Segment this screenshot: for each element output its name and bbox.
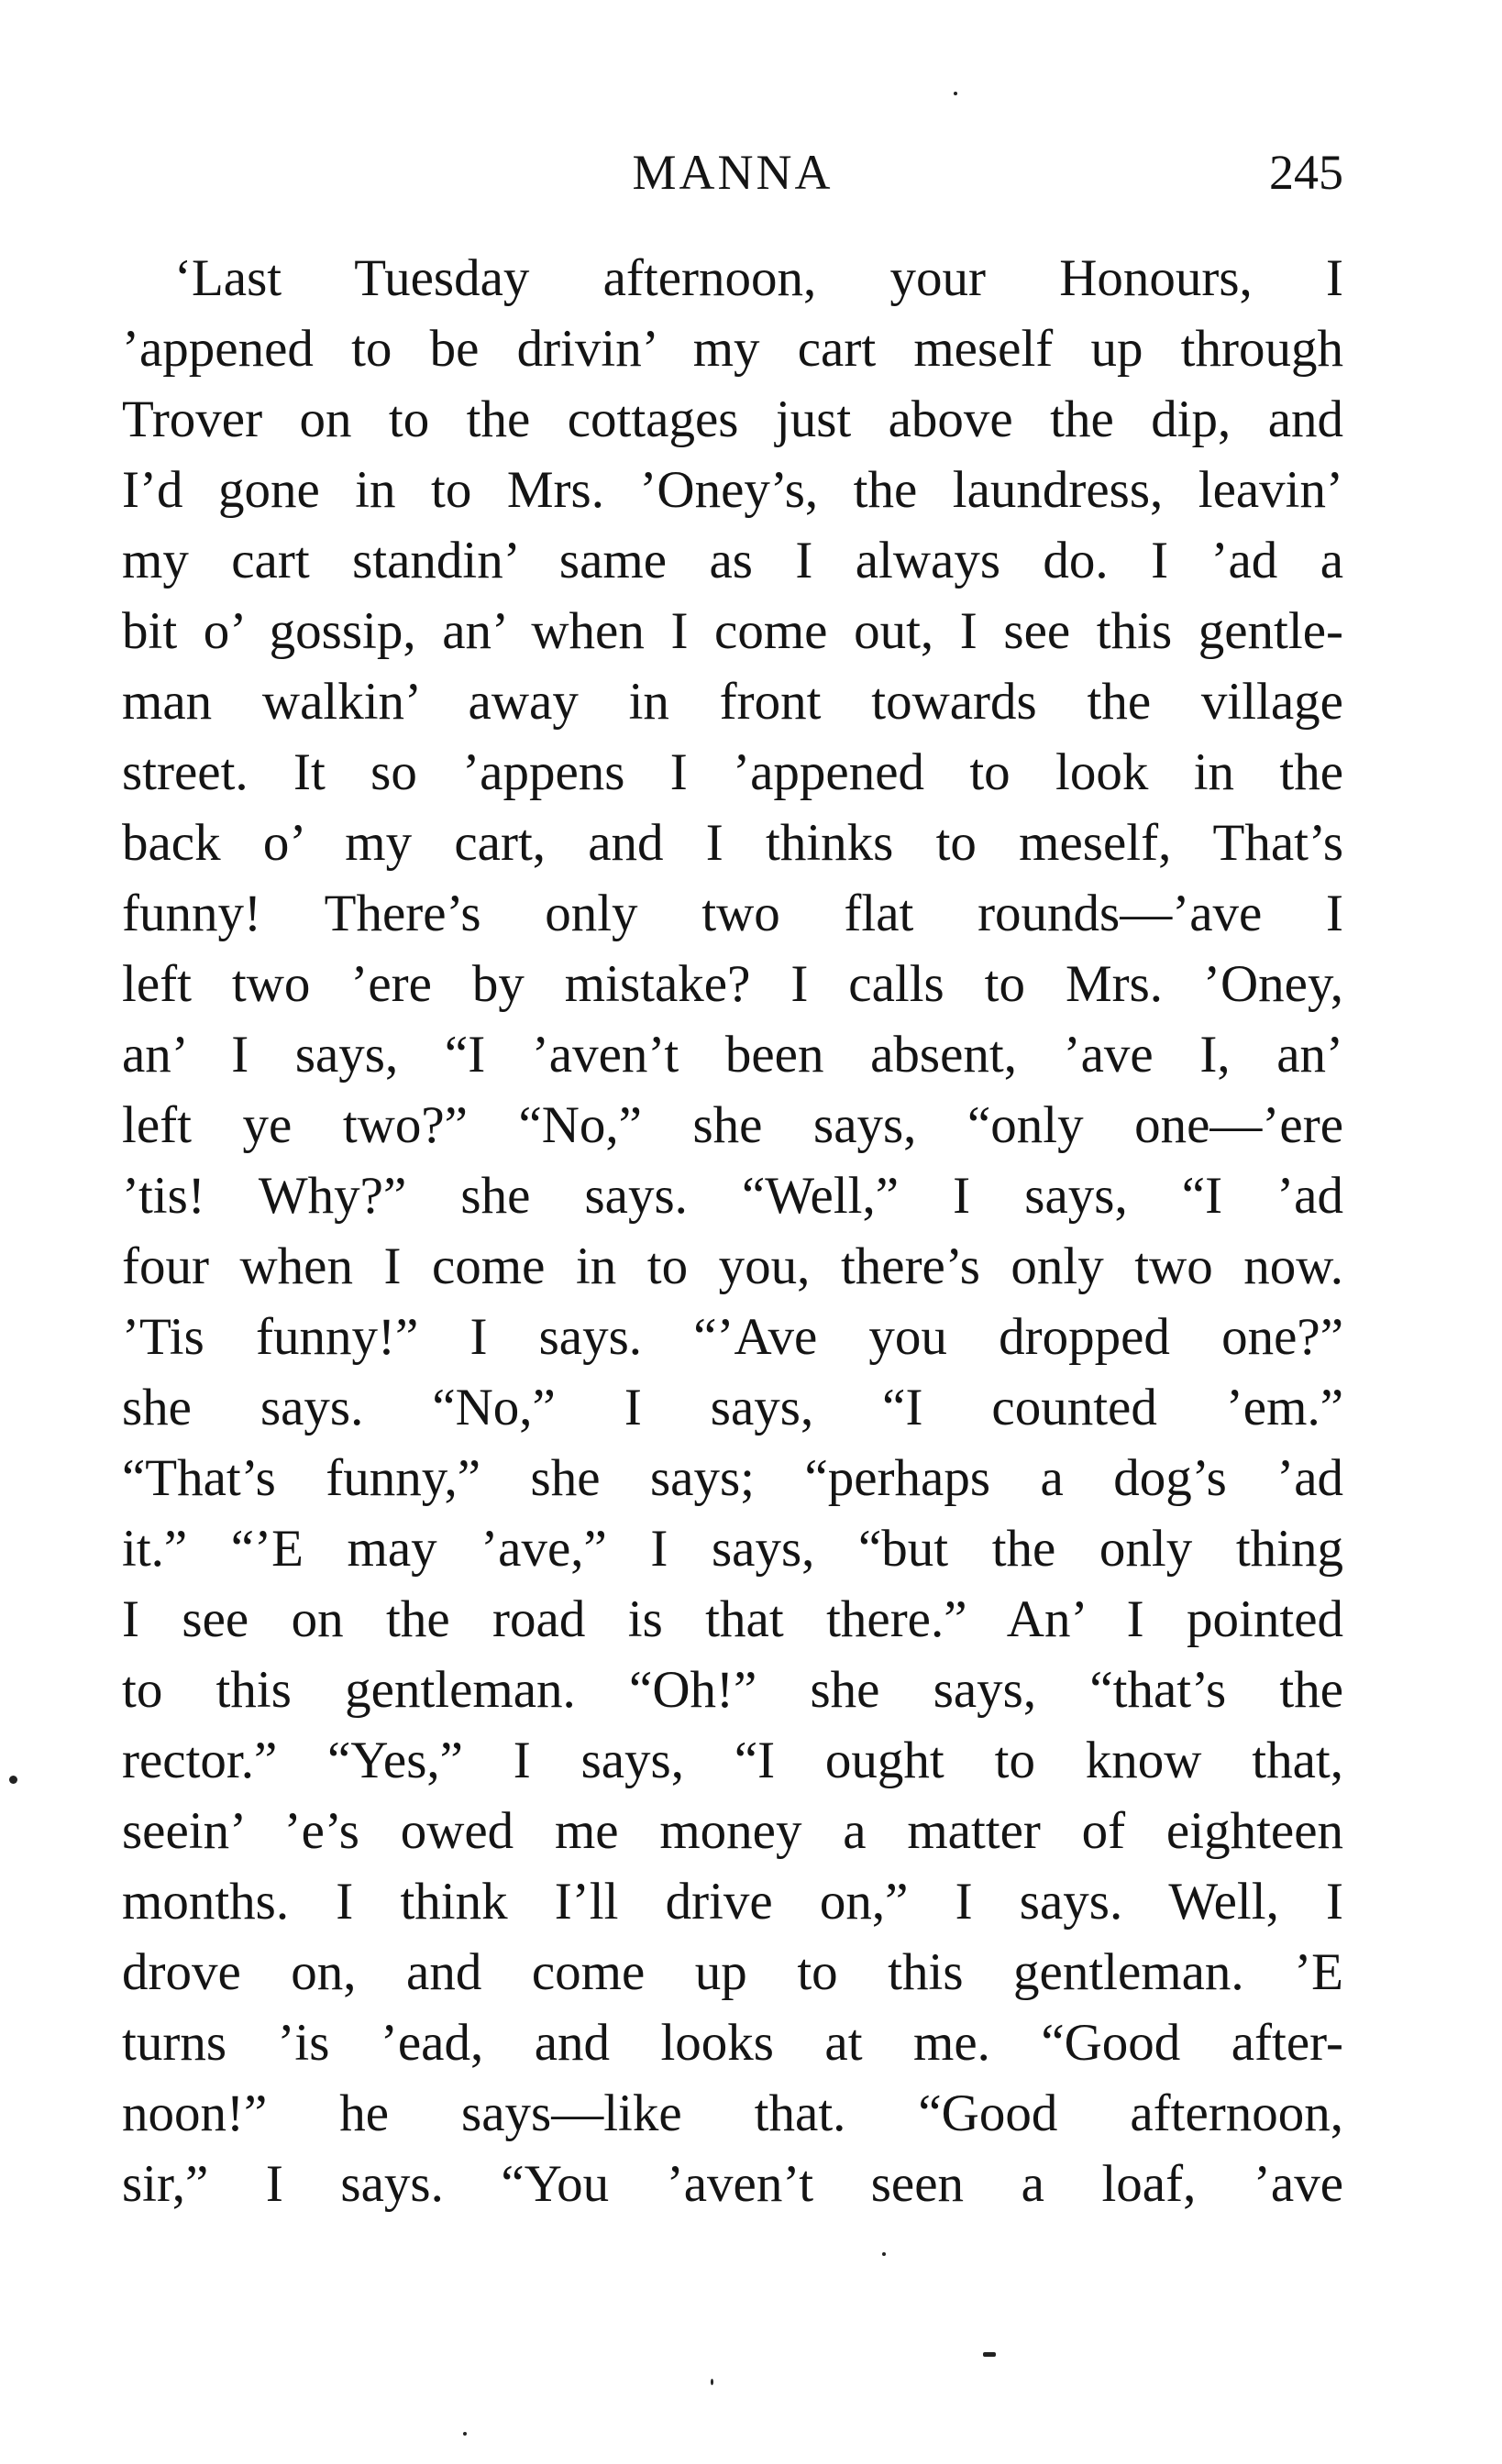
text-line: man walkin’ away in front towards the village xyxy=(122,673,1343,731)
text-line: four when I come in to you, there’s only two now. xyxy=(122,1238,1343,1295)
text-line: ’appened to be drivin’ my cart meself up through xyxy=(122,320,1343,378)
text-line: rector.” “Yes,” I says, “I ought to know that, xyxy=(122,1732,1343,1789)
page-header xyxy=(122,136,1343,209)
text-line: turns ’is ’ead, and looks at me. “Good after- xyxy=(122,2014,1343,2072)
text-line: noon!” he says—like that. “Good afternoon, xyxy=(122,2084,1343,2142)
text-line: drove on, and come up to this gentleman. ’E xyxy=(122,1943,1343,2001)
text-line: seein’ ’e’s owed me money a matter of eighteen xyxy=(122,1802,1343,1860)
text-line: my cart standin’ same as I always do. I ’ad a xyxy=(122,532,1343,589)
print-speck xyxy=(9,1776,17,1784)
text-line: back o’ my cart, and I thinks to meself, That’s xyxy=(122,814,1343,872)
text-line: funny! There’s only two flat rounds—’ave I xyxy=(122,885,1343,942)
text-line: I’d gone in to Mrs. ’Oney’s, the laundress, leavin’ xyxy=(122,461,1343,519)
print-speck xyxy=(954,92,957,95)
text-line: “That’s funny,” she says; “perhaps a dog’s ’ad xyxy=(122,1449,1343,1507)
text-line: to this gentleman. “Oh!” she says, “that’s the xyxy=(122,1661,1343,1719)
text-line: sir,” I says. “You ’aven’t seen a loaf, ’ave xyxy=(122,2155,1343,2213)
text-line: Trover on to the cottages just above the dip, and xyxy=(122,390,1343,448)
text-line: months. I think I’ll drive on,” I says. Well, I xyxy=(122,1873,1343,1930)
page-number: 245 xyxy=(1269,145,1343,200)
text-line: ‘Last Tuesday afternoon, your Honours, I xyxy=(174,249,1343,307)
print-speck xyxy=(983,2352,996,2357)
text-line: an’ I says, “I ’aven’t been absent, ’ave I, an’ xyxy=(122,1026,1343,1084)
text-line: left ye two?” “No,” she says, “only one—’ere xyxy=(122,1096,1343,1154)
text-line: I see on the road is that there.” An’ I pointed xyxy=(122,1590,1343,1648)
text-line: ’tis! Why?” she says. “Well,” I says, “I ’ad xyxy=(122,1167,1343,1225)
text-line: bit o’ gossip, an’ when I come out, I see this gentle- xyxy=(122,602,1343,660)
print-speck xyxy=(463,2432,467,2436)
print-speck xyxy=(711,2379,713,2385)
text-line: it.” “’E may ’ave,” I says, “but the only thing xyxy=(122,1520,1343,1578)
text-line: she says. “No,” I says, “I counted ’em.” xyxy=(122,1379,1343,1436)
body-text xyxy=(122,243,1343,2219)
running-title: MANNA xyxy=(632,145,834,200)
text-line: street. It so ’appens I ’appened to look in the xyxy=(122,743,1343,801)
print-speck xyxy=(882,2252,886,2256)
text-line: left two ’ere by mistake? I calls to Mrs. ’Oney, xyxy=(122,955,1343,1013)
text-line: ’Tis funny!” I says. “’Ave you dropped one?” xyxy=(122,1308,1343,1366)
